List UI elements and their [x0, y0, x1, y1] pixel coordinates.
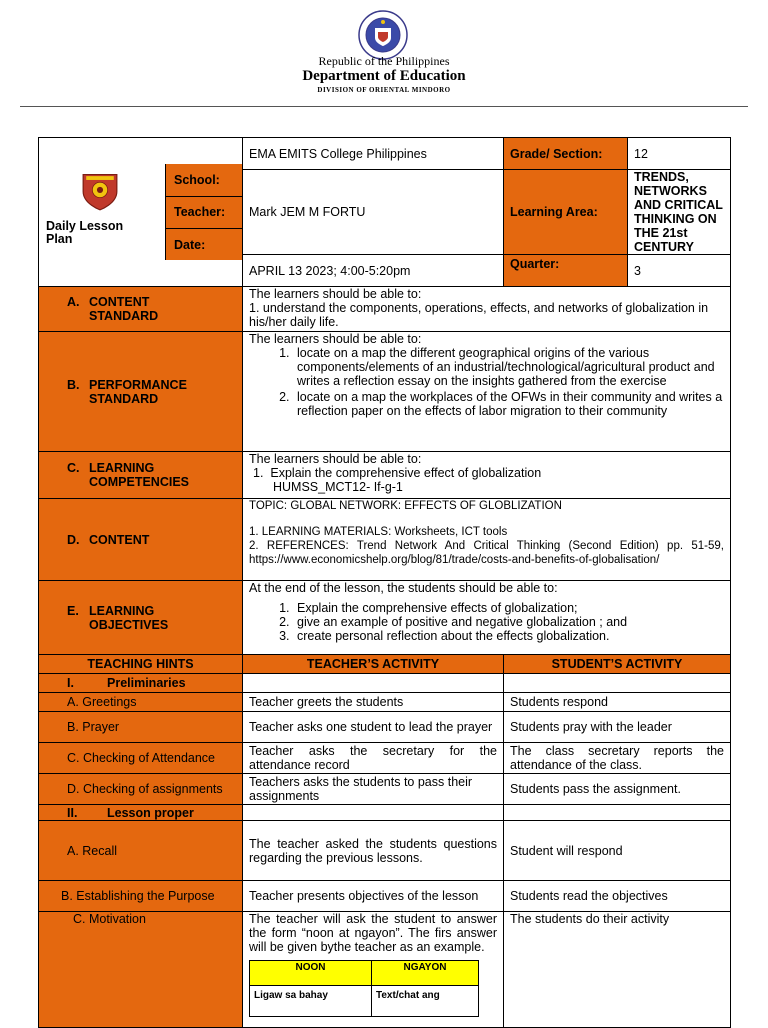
ngayon-header: NGAYON — [372, 961, 479, 986]
col-student-activity: STUDENT’S ACTIVITY — [504, 655, 731, 674]
table-row — [39, 743, 731, 774]
recall-hint: A. Recall — [39, 821, 243, 881]
table-row — [39, 774, 731, 805]
deped-seal-icon — [358, 10, 408, 60]
letterhead — [0, 0, 768, 110]
performance-standard-label: B. PERFORMANCE STANDARD — [39, 332, 243, 452]
col-teaching-hints: TEACHING HINTS — [39, 655, 243, 674]
quarter-label: Quarter: — [504, 255, 628, 287]
table-row — [39, 821, 731, 881]
header-divider — [20, 106, 748, 107]
learning-area-value: TRENDS, NETWORKS AND CRITICAL THINKING ON THE 21st CENTURY — [628, 170, 731, 255]
quarter-value: 3 — [628, 255, 731, 287]
date-value: APRIL 13 2023; 4:00-5:20pm — [243, 255, 504, 287]
attendance-teacher: Teacher asks the secretary for the attendance record — [243, 743, 504, 774]
table-row — [39, 712, 731, 743]
attendance-hint: C. Checking of Attendance — [39, 743, 243, 774]
recall-student: Student will respond — [504, 821, 731, 881]
content-standard-text: The learners should be able to: 1. understand the components, operations, effects, and networks of globalization in his/her daily life. — [243, 287, 731, 332]
grade-label: Grade/ Section: — [504, 138, 628, 170]
noon-cell: Ligaw sa bahay — [250, 986, 372, 1017]
greetings-student: Students respond — [504, 693, 731, 712]
lesson-proper-teacher-cell — [243, 805, 504, 821]
table-row — [39, 881, 731, 912]
ngayon-cell: Text/chat ang — [372, 986, 479, 1017]
date-label: Date: — [174, 237, 206, 252]
table-row — [39, 693, 731, 712]
learning-area-label: Learning Area: — [504, 170, 628, 255]
school-logo-icon — [71, 170, 129, 216]
purpose-teacher: Teacher presents objectives of the lesson — [243, 881, 504, 912]
preliminaries-label: I. Preliminaries — [39, 674, 243, 693]
learning-objectives-text: At the end of the lesson, the students should be able to: 1. Explain the comprehensive effects of globalization; 2. give an example of positive and negative globalization ; and 3. create personal reflection about the effects globalization. — [243, 581, 731, 655]
school-label: School: — [166, 164, 242, 197]
learning-competencies-label: C. LEARNING COMPETENCIES — [39, 452, 243, 499]
performance-standard-text: The learners should be able to: 1. locate on a map the different geographical origins of the various components/elements of an industrial/technological/agricultural product and writes a reflection essay on the insights gathered from the exercise 2. locate on a map the workplaces of the OFWs in their community and writes a reflection paper on the effects of labor migration to their community — [243, 332, 731, 452]
col-teacher-activity: TEACHER’S ACTIVITY — [243, 655, 504, 674]
logo-cell — [39, 138, 243, 287]
plan-title: Daily Lesson Plan — [46, 219, 124, 246]
greetings-hint: A. Greetings — [39, 693, 243, 712]
recall-teacher: The teacher asked the students questions regarding the previous lessons. — [243, 821, 504, 881]
noon-ngayon-table — [249, 960, 479, 1017]
purpose-student: Students read the objectives — [504, 881, 731, 912]
school-value: EMA EMITS College Philippines — [243, 138, 504, 170]
assignments-hint: D. Checking of assignments — [39, 774, 243, 805]
department-title: Department of Education — [302, 68, 466, 84]
teacher-label: Teacher: — [166, 197, 242, 230]
noon-header: NOON — [250, 961, 372, 986]
division-line: DIVISION OF ORIENTAL MINDORO — [317, 86, 451, 94]
lesson-proper-student-cell — [504, 805, 731, 821]
prayer-student: Students pray with the leader — [504, 712, 731, 743]
republic-line: Republic of the Philippines — [318, 54, 450, 68]
teacher-value: Mark JEM M FORTU — [243, 170, 504, 255]
motivation-teacher: The teacher will ask the student to answer the form “noon at ngayon”. The firs answer will be given bythe teacher as an example. NOON NGAYON Ligaw sa bahay Text/chat ang — [243, 912, 504, 1028]
table-row — [39, 912, 731, 1028]
learning-competencies-text: The learners should be able to: 1. Explain the comprehensive effect of globalization HUMSS_MCT12- If-g-1 — [243, 452, 731, 499]
preliminaries-teacher-cell — [243, 674, 504, 693]
motivation-student: The students do their activity — [504, 912, 731, 1028]
lesson-proper-label: II. Lesson proper — [39, 805, 243, 821]
learning-objectives-label: E. LEARNING OBJECTIVES — [39, 581, 243, 655]
greetings-teacher: Teacher greets the students — [243, 693, 504, 712]
prayer-hint: B. Prayer — [39, 712, 243, 743]
content-label: D. CONTENT — [39, 499, 243, 581]
assignments-teacher: Teachers asks the students to pass their assignments — [243, 774, 504, 805]
purpose-hint: B. Establishing the Purpose — [39, 881, 243, 912]
motivation-hint: C. Motivation — [39, 912, 243, 1028]
prayer-teacher: Teacher asks one student to lead the prayer — [243, 712, 504, 743]
assignments-student: Students pass the assignment. — [504, 774, 731, 805]
lesson-plan-table — [38, 137, 731, 1028]
attendance-student: The class secretary reports the attendance of the class. — [504, 743, 731, 774]
content-standard-label: A. CONTENT STANDARD — [39, 287, 243, 332]
content-text: TOPIC: GLOBAL NETWORK: EFFECTS OF GLOBLIZATION 1. LEARNING MATERIALS: Worksheets, ICT tools 2. REFERENCES: Trend Network And Critical Thinking (Second Edition) pp. 51-59, https://www.economicshelp.org/blog/81/trade/costs-and-benefits-of-globalisation/ — [243, 499, 731, 581]
grade-value: 12 — [628, 138, 731, 170]
preliminaries-student-cell — [504, 674, 731, 693]
